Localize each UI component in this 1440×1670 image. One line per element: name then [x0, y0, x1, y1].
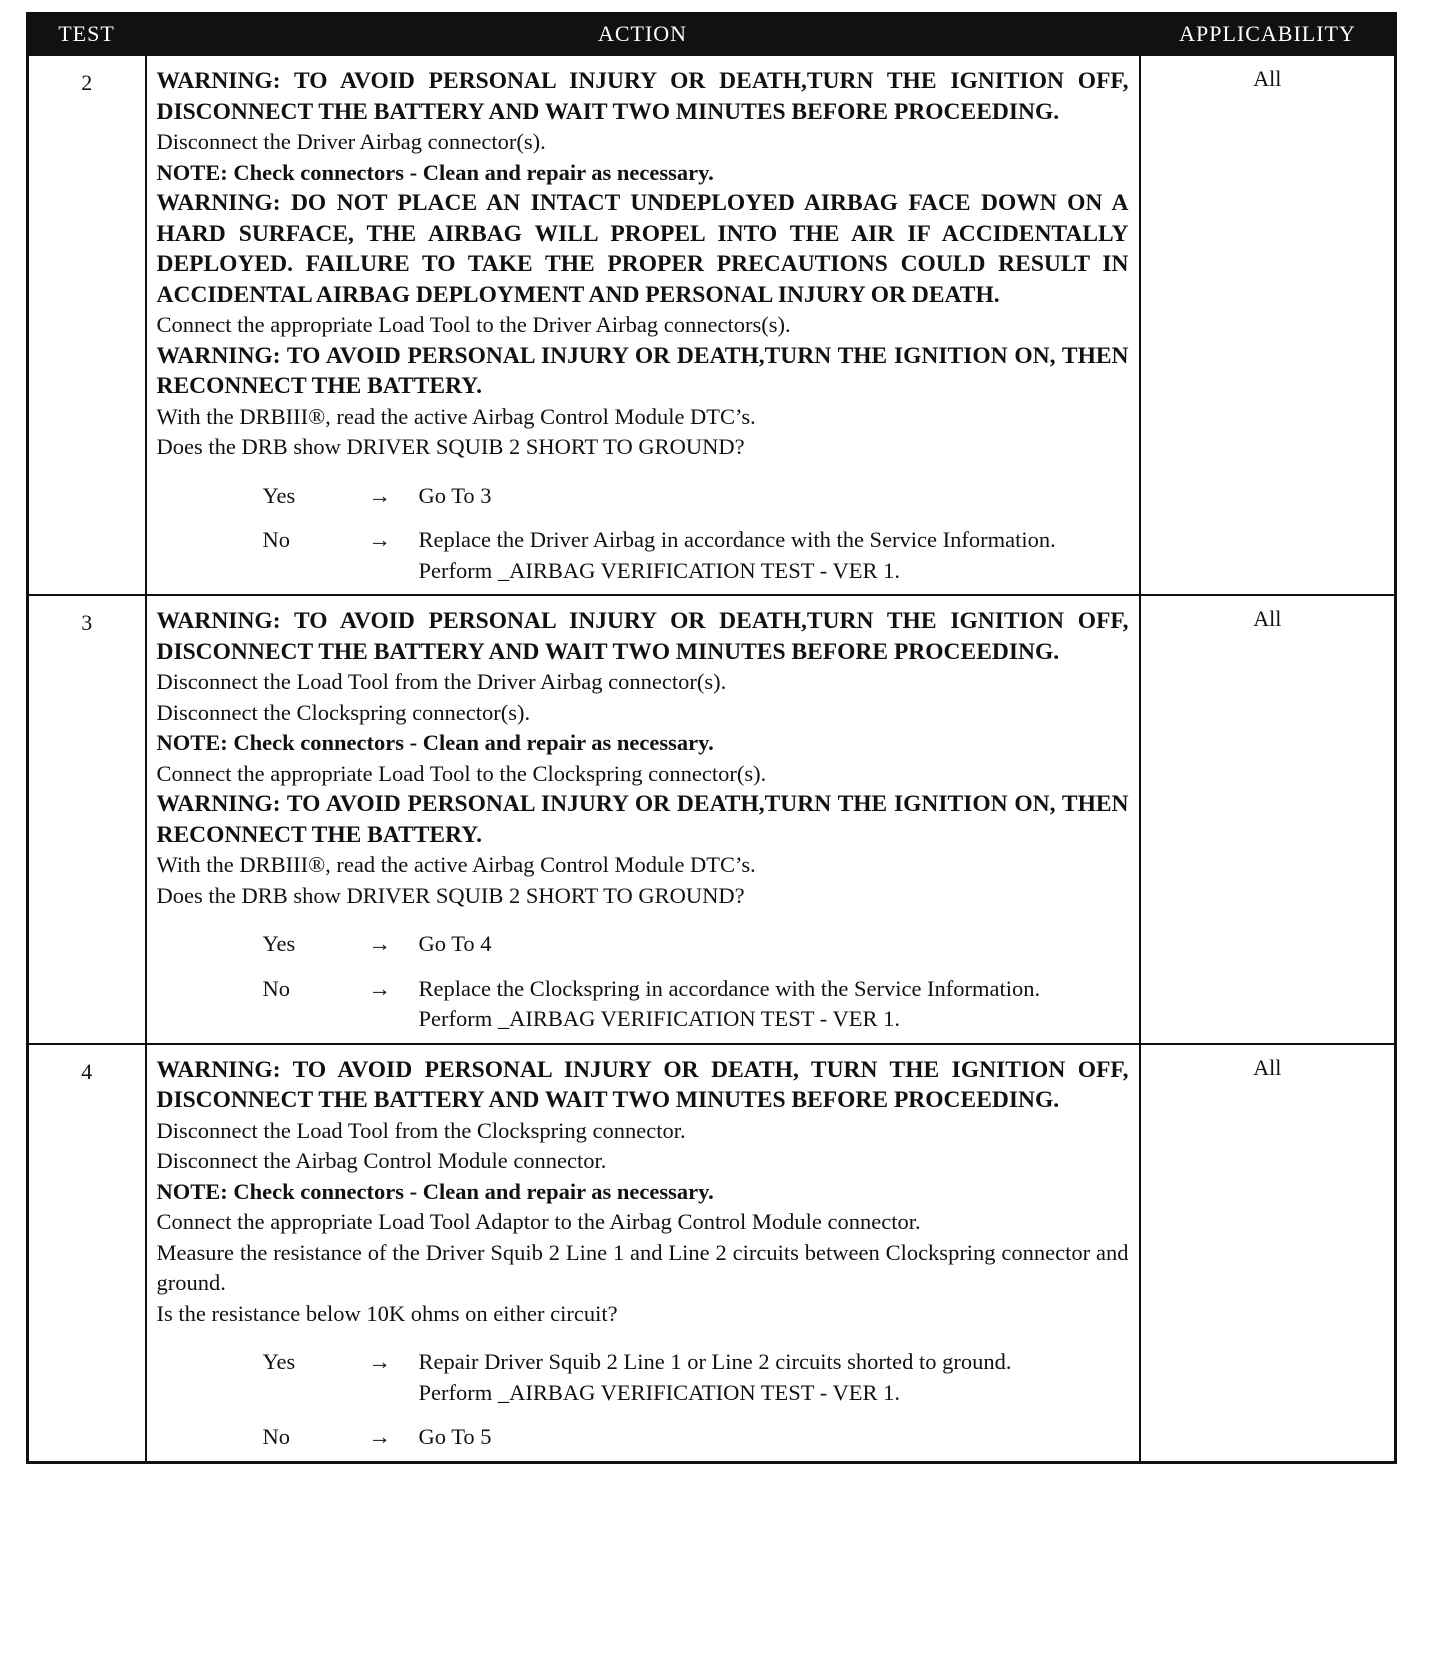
test-number: 3 [28, 595, 146, 1044]
header-test: TEST [28, 14, 146, 55]
test-number: 2 [28, 55, 146, 596]
action-cell [146, 1044, 1140, 1463]
instruction-text: Disconnect the Load Tool from the Driver Airbag connector(s). [156, 669, 727, 694]
branch-result [419, 974, 1129, 1035]
warning-text: WARNING: DO NOT PLACE AN INTACT UNDEPLOYED AIRBAG FACE DOWN ON A HARD SURFACE, THE AIRBAG WILL PROPEL INTO THE AIR IF ACCIDENTALLY DEPLOYED. FAILURE TO TAKE THE PROPER PRECAUTIONS COULD RESULT IN ACCIDENTAL AIRBAG DEPLOYMENT AND PERSONAL INJURY OR DEATH. [156, 190, 1129, 308]
arrow-right-icon: → [368, 975, 391, 1001]
branch-result-line: Replace the Clockspring in accordance with the Service Information. [418, 975, 1041, 1001]
instruction-text: Disconnect the Clockspring connector(s). [156, 699, 531, 725]
branch-label: No [262, 975, 290, 1001]
warning-text: WARNING: TO AVOID PERSONAL INJURY OR DEATH, TURN THE IGNITION OFF, DISCONNECT THE BATTERY AND WAIT TWO MINUTES BEFORE PROCEEDING. [156, 1056, 1129, 1113]
warning-text: WARNING: TO AVOID PERSONAL INJURY OR DEATH,TURN THE IGNITION ON, THEN RECONNECT THE BATTERY. [156, 791, 1129, 848]
branch-result-line: Repair Driver Squib 2 Line 1 or Line 2 circuits shorted to ground. [418, 1349, 1012, 1374]
branch-no [157, 525, 1129, 586]
arrow-right-icon: → [368, 1349, 391, 1374]
table-row [28, 1044, 1396, 1463]
instruction-text: With the DRBIII®, read the active Airbag Control Module DTC’s. [156, 403, 756, 429]
warning-text: WARNING: TO AVOID PERSONAL INJURY OR DEATH,TURN THE IGNITION OFF, DISCONNECT THE BATTERY AND WAIT TWO MINUTES BEFORE PROCEEDING. [156, 68, 1129, 125]
instruction-text: Does the DRB show DRIVER SQUIB 2 SHORT TO GROUND? [156, 434, 745, 459]
instruction-text: Does the DRB show DRIVER SQUIB 2 SHORT TO GROUND? [156, 882, 745, 908]
instruction-text: Disconnect the Airbag Control Module connector. [156, 1148, 607, 1173]
branch-result-line: Perform _AIRBAG VERIFICATION TEST - VER 1. [418, 1006, 900, 1031]
branch-yes [157, 929, 1129, 960]
branch-result-line: Perform _AIRBAG VERIFICATION TEST - VER 1. [418, 1379, 900, 1405]
warning-text: WARNING: TO AVOID PERSONAL INJURY OR DEATH,TURN THE IGNITION OFF, DISCONNECT THE BATTERY AND WAIT TWO MINUTES BEFORE PROCEEDING. [156, 608, 1129, 665]
arrow-right-icon: → [368, 1424, 391, 1449]
branch-label: Yes [262, 482, 296, 508]
branch-result-line: Perform _AIRBAG VERIFICATION TEST - VER 1. [418, 557, 900, 583]
table-row [28, 55, 1396, 596]
instruction-text: Disconnect the Load Tool from the Clockspring connector. [156, 1117, 686, 1143]
branch-yes [157, 481, 1129, 512]
instruction-text: Measure the resistance of the Driver Squib 2 Line 1 and Line 2 circuits between Clockspring connector and ground. [156, 1239, 1129, 1295]
note-text: NOTE: Check connectors - Clean and repair as necessary. [156, 730, 714, 755]
arrow-right-icon: → [368, 931, 391, 956]
applicability-value: All [1140, 55, 1396, 596]
branch-label: Yes [262, 931, 296, 956]
action-cell [146, 595, 1140, 1044]
branch-result-line: Go To 5 [418, 1424, 492, 1449]
table-body [28, 55, 1396, 1463]
applicability-value: All [1140, 1044, 1396, 1463]
header-applicability: APPLICABILITY [1140, 14, 1396, 55]
branch-result [419, 1347, 1129, 1408]
arrow-right-icon: → [368, 482, 391, 508]
branch-label: No [262, 527, 290, 552]
arrow-right-icon: → [368, 527, 391, 552]
branch-label: Yes [262, 1349, 296, 1374]
action-cell [146, 55, 1140, 596]
branch-result-line: Replace the Driver Airbag in accordance with the Service Information. [418, 527, 1056, 552]
note-text: NOTE: Check connectors - Clean and repair as necessary. [156, 159, 714, 185]
instruction-text: With the DRBIII®, read the active Airbag Control Module DTC’s. [156, 852, 756, 877]
branch-yes [157, 1347, 1129, 1408]
table-header-row [28, 14, 1396, 55]
note-text: NOTE: Check connectors - Clean and repair as necessary. [156, 1178, 714, 1204]
test-number: 4 [28, 1044, 146, 1463]
warning-text: WARNING: TO AVOID PERSONAL INJURY OR DEATH,TURN THE IGNITION ON, THEN RECONNECT THE BATTERY. [156, 342, 1129, 399]
table-row [28, 595, 1396, 1044]
branch-result [419, 481, 1129, 512]
instruction-text: Connect the appropriate Load Tool to the Driver Airbag connectors(s). [156, 312, 791, 337]
header-action: ACTION [146, 14, 1140, 55]
applicability-value: All [1140, 595, 1396, 1044]
branch-result [419, 525, 1129, 586]
branch-result-line: Go To 3 [418, 482, 492, 508]
branch-result [419, 929, 1129, 960]
branch-label: No [262, 1424, 290, 1449]
diagnostic-procedure-sheet [26, 12, 1394, 1464]
branch-result-line: Go To 4 [418, 931, 492, 956]
instruction-text: Connect the appropriate Load Tool to the Clockspring connector(s). [156, 760, 767, 786]
instruction-text: Disconnect the Driver Airbag connector(s). [156, 129, 546, 154]
branch-no [157, 974, 1129, 1035]
diagnostic-table [26, 12, 1397, 1464]
instruction-text: Is the resistance below 10K ohms on either circuit? [156, 1300, 618, 1326]
branch-no [157, 1422, 1129, 1453]
branch-result [419, 1422, 1129, 1453]
instruction-text: Connect the appropriate Load Tool Adaptor to the Airbag Control Module connector. [156, 1209, 921, 1234]
